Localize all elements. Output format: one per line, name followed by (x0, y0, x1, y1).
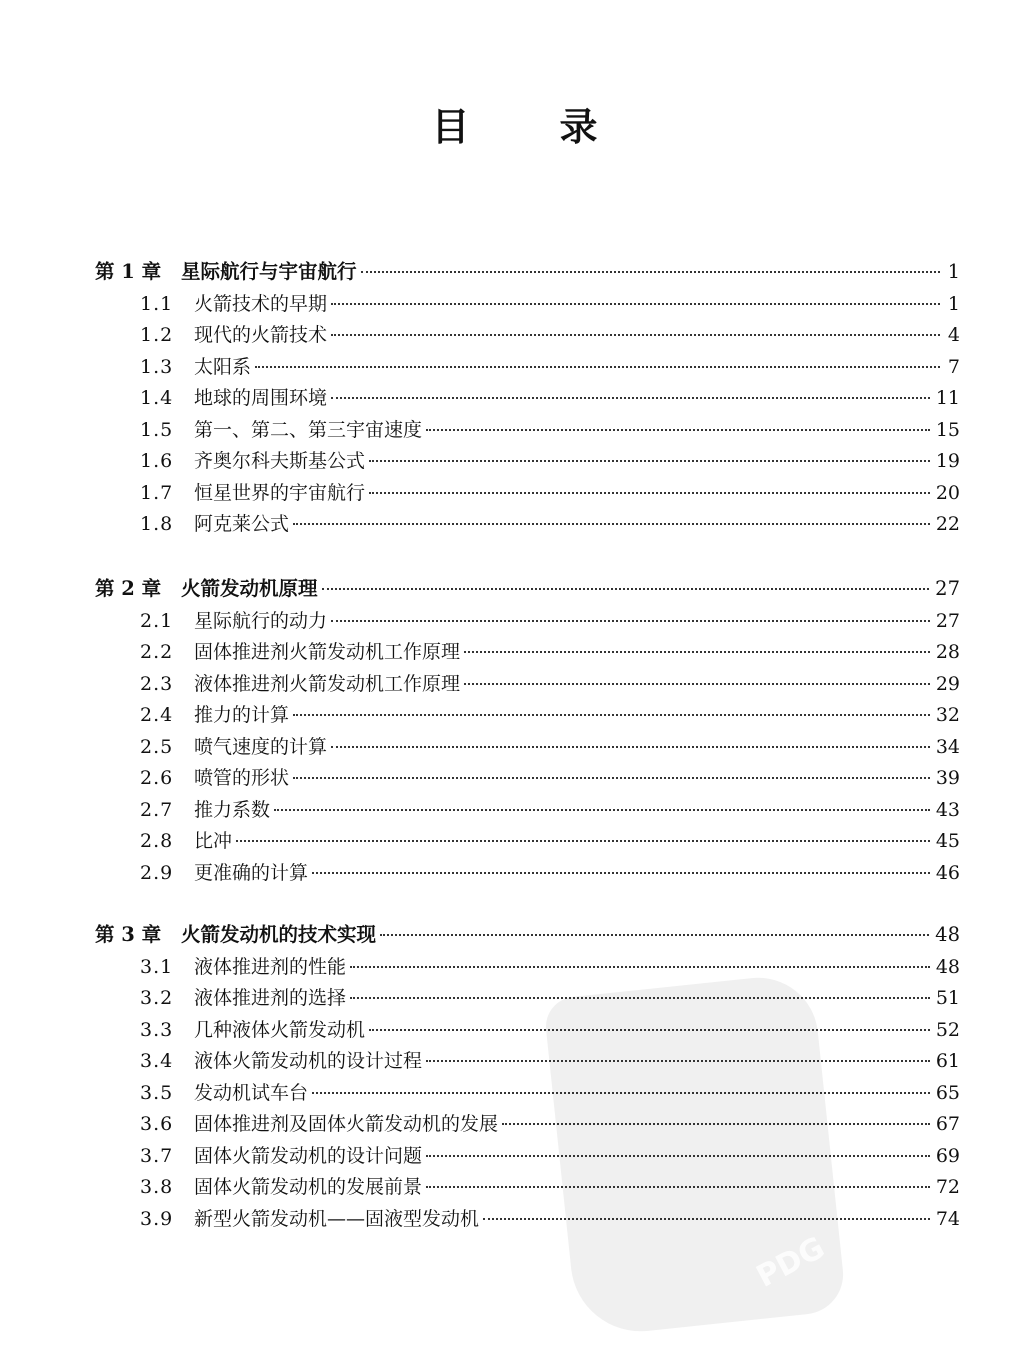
section-title: 齐奥尔科夫斯基公式 (194, 450, 366, 472)
chapter-title: 星际航行与宇宙航行 (181, 260, 357, 283)
chapter-page-number: 1 (947, 260, 960, 283)
section-number: 1.2 (140, 324, 174, 346)
toc-chapter-entry[interactable] (95, 575, 960, 603)
toc-section-entry[interactable] (140, 953, 960, 981)
section-page-number: 11 (935, 387, 960, 409)
dot-leader (369, 1029, 930, 1031)
section-title: 火箭技术的早期 (194, 292, 328, 315)
toc-section-entry[interactable] (140, 447, 960, 475)
section-page-number: 39 (935, 767, 960, 789)
section-number: 2.2 (140, 641, 174, 663)
chapter-number: 第 1 章 (95, 260, 162, 283)
dot-leader (464, 683, 930, 685)
chapter-title: 火箭发动机原理 (181, 577, 318, 600)
section-title: 喷气速度的计算 (194, 735, 328, 758)
dot-leader (502, 1123, 930, 1125)
toc-section-entry[interactable] (140, 1110, 960, 1138)
section-number: 3.4 (140, 1050, 174, 1072)
section-title: 液体推进剂的选择 (194, 987, 347, 1009)
section-number: 1.3 (140, 355, 174, 378)
chapter-title: 火箭发动机的技术实现 (181, 923, 377, 946)
section-number: 3.9 (140, 1207, 174, 1230)
toc-section-entry[interactable] (140, 1173, 960, 1201)
section-title: 推力的计算 (194, 704, 290, 726)
section-title: 恒星世界的宇宙航行 (194, 481, 366, 504)
toc-section-entry[interactable] (140, 827, 960, 855)
section-page-number: 51 (935, 987, 960, 1009)
section-page-number: 46 (935, 861, 960, 884)
dot-leader (236, 840, 930, 842)
dot-leader (380, 934, 929, 936)
section-page-number: 74 (935, 1207, 960, 1230)
page-title (0, 96, 1029, 151)
section-page-number: 61 (935, 1050, 960, 1072)
section-number: 3.1 (140, 955, 174, 978)
toc-section-entry[interactable] (140, 859, 960, 887)
section-page-number: 34 (935, 735, 960, 758)
toc-section-entry[interactable] (140, 1016, 960, 1044)
dot-leader (322, 588, 930, 590)
section-number: 2.7 (140, 798, 174, 821)
section-title: 更准确的计算 (194, 861, 309, 884)
dot-leader (426, 1155, 930, 1157)
section-title: 固体推进剂及固体火箭发动机的发展 (194, 1113, 499, 1135)
section-title: 第一、第二、第三宇宙速度 (194, 418, 423, 441)
section-number: 1.8 (140, 513, 174, 535)
section-number: 2.9 (140, 861, 174, 884)
toc-section-entry[interactable] (140, 733, 960, 761)
toc-section-entry[interactable] (140, 1079, 960, 1107)
dot-leader (331, 397, 930, 399)
toc-section-entry[interactable] (140, 796, 960, 824)
dot-leader (331, 303, 940, 305)
toc-section-entry[interactable] (140, 1205, 960, 1233)
section-number: 2.8 (140, 830, 174, 852)
section-number: 3.6 (140, 1113, 174, 1135)
dot-leader (483, 1218, 930, 1220)
chapter-page-number: 27 (935, 577, 960, 600)
section-page-number: 69 (935, 1144, 960, 1167)
dot-leader (350, 966, 930, 968)
dot-leader (274, 809, 930, 811)
section-title: 液体推进剂的性能 (194, 955, 347, 978)
section-page-number: 45 (935, 830, 960, 852)
toc-section-entry[interactable] (140, 670, 960, 698)
dot-leader (369, 460, 930, 462)
toc-section-entry[interactable] (140, 764, 960, 792)
dot-leader (426, 429, 930, 431)
section-number: 3.8 (140, 1176, 174, 1198)
section-number: 3.5 (140, 1081, 174, 1104)
dot-leader (293, 777, 930, 779)
section-page-number: 15 (935, 418, 960, 441)
chapter-number: 第 3 章 (95, 923, 162, 946)
chapter-page-number: 48 (935, 923, 960, 946)
section-number: 2.3 (140, 672, 174, 695)
dot-leader (312, 872, 930, 874)
section-title: 几种液体火箭发动机 (194, 1018, 366, 1041)
section-page-number: 1 (947, 292, 960, 315)
section-page-number: 32 (935, 704, 960, 726)
toc-section-entry[interactable] (140, 353, 960, 381)
section-number: 1.4 (140, 387, 174, 409)
section-number: 2.1 (140, 609, 174, 632)
section-title: 液体火箭发动机的设计过程 (194, 1050, 423, 1072)
section-title: 固体火箭发动机的发展前景 (194, 1176, 423, 1198)
dot-leader (312, 1092, 930, 1094)
section-page-number: 19 (935, 450, 960, 472)
section-number: 1.5 (140, 418, 174, 441)
dot-leader (426, 1186, 930, 1188)
section-title: 地球的周围环境 (194, 387, 328, 409)
section-title: 比冲 (194, 830, 233, 852)
section-title: 现代的火箭技术 (194, 324, 328, 346)
section-number: 1.7 (140, 481, 174, 504)
dot-leader (293, 714, 930, 716)
dot-leader (331, 620, 930, 622)
toc-chapter-entry[interactable] (95, 258, 960, 286)
section-page-number: 43 (935, 798, 960, 821)
toc-section-entry[interactable] (140, 479, 960, 507)
section-title: 喷管的形状 (194, 767, 290, 789)
toc-section-entry[interactable] (140, 1047, 960, 1075)
section-number: 3.3 (140, 1018, 174, 1041)
dot-leader (293, 523, 930, 525)
dot-leader (464, 651, 930, 653)
section-number: 2.5 (140, 735, 174, 758)
section-title: 阿克莱公式 (194, 513, 290, 535)
chapter-number: 第 2 章 (95, 577, 162, 600)
section-title: 固体推进剂火箭发动机工作原理 (194, 641, 461, 663)
dot-leader (350, 997, 930, 999)
section-number: 1.6 (140, 450, 174, 472)
section-title: 太阳系 (194, 355, 252, 378)
toc-section-entry[interactable] (140, 321, 960, 349)
toc-section-entry[interactable] (140, 416, 960, 444)
section-title: 推力系数 (194, 798, 271, 821)
section-title: 液体推进剂火箭发动机工作原理 (194, 672, 461, 695)
toc-section-entry[interactable] (140, 290, 960, 318)
section-page-number: 67 (935, 1113, 960, 1135)
section-page-number: 72 (935, 1176, 960, 1198)
dot-leader (331, 746, 930, 748)
toc-section-entry[interactable] (140, 607, 960, 635)
toc-section-entry[interactable] (140, 510, 960, 538)
section-title: 星际航行的动力 (194, 609, 328, 632)
section-page-number: 7 (947, 355, 960, 378)
toc-section-entry[interactable] (140, 1142, 960, 1170)
toc-section-entry[interactable] (140, 701, 960, 729)
toc-section-entry[interactable] (140, 638, 960, 666)
toc-section-entry[interactable] (140, 384, 960, 412)
watermark-text: PDG (750, 1230, 831, 1295)
section-page-number: 65 (935, 1081, 960, 1104)
section-page-number: 52 (935, 1018, 960, 1041)
section-page-number: 20 (935, 481, 960, 504)
toc-section-entry[interactable] (140, 984, 960, 1012)
section-page-number: 27 (935, 609, 960, 632)
section-page-number: 28 (935, 641, 960, 663)
section-title: 新型火箭发动机——固液型发动机 (194, 1207, 480, 1230)
title-char-1: 目 (431, 104, 470, 149)
section-number: 3.2 (140, 987, 174, 1009)
section-number: 2.6 (140, 767, 174, 789)
dot-leader (369, 492, 930, 494)
section-title: 固体火箭发动机的设计问题 (194, 1144, 423, 1167)
section-page-number: 29 (935, 672, 960, 695)
dot-leader (361, 271, 940, 273)
title-char-2: 录 (559, 104, 598, 149)
dot-leader (331, 334, 940, 336)
section-number: 1.1 (140, 292, 174, 315)
section-page-number: 48 (935, 955, 960, 978)
dot-leader (426, 1060, 930, 1062)
dot-leader (255, 366, 940, 368)
section-number: 3.7 (140, 1144, 174, 1167)
section-page-number: 4 (947, 324, 960, 346)
toc-chapter-entry[interactable] (95, 921, 960, 949)
section-number: 2.4 (140, 704, 174, 726)
section-page-number: 22 (935, 513, 960, 535)
section-title: 发动机试车台 (194, 1081, 309, 1104)
